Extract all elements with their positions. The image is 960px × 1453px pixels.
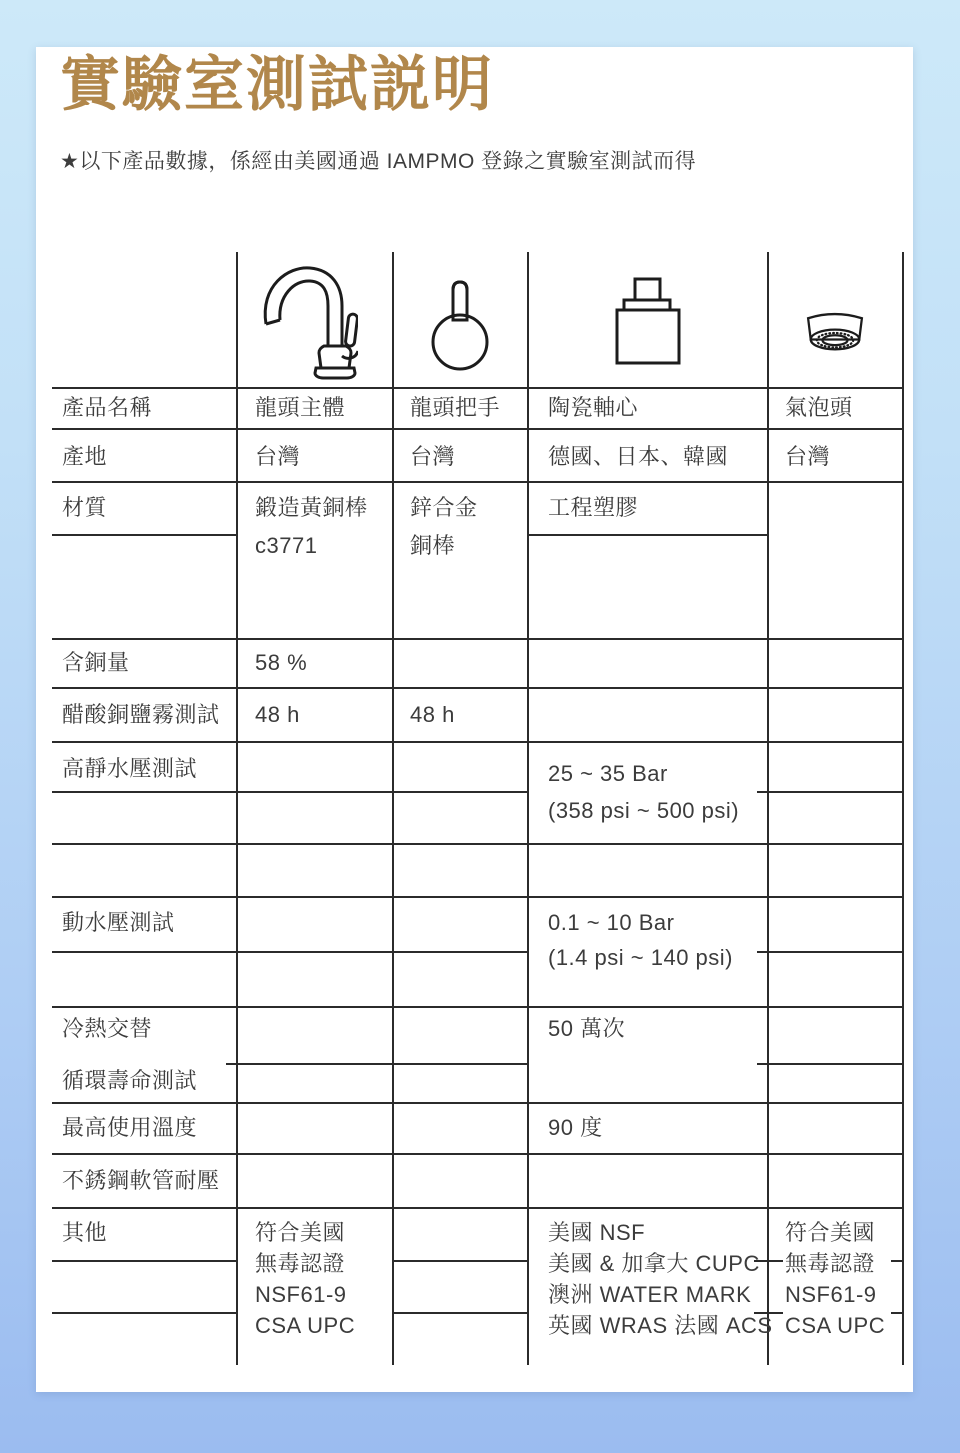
- cell-material-c3: 工程塑膠: [548, 495, 639, 520]
- cell-static-pressure-line1: 25 ~ 35 Bar: [548, 761, 668, 786]
- cell-max-temp-c3: 90 度: [548, 1115, 603, 1140]
- cell-dynamic-pressure-line2: (1.4 psi ~ 140 psi): [548, 945, 733, 970]
- row-label-hose-pressure: 不銹鋼軟管耐壓: [62, 1168, 220, 1193]
- cell-dynamic-pressure-line1: 0.1 ~ 10 Bar: [548, 910, 675, 935]
- cell-other-c4-line1: 符合美國: [785, 1220, 876, 1245]
- faucet-icon: [258, 260, 358, 382]
- cell-other-c3-line2: 美國 & 加拿大 CUPC: [548, 1251, 760, 1276]
- row-label-thermal-cycle-1: 冷熱交替: [62, 1016, 153, 1041]
- row-label-material: 材質: [62, 495, 108, 520]
- cell-product-name-c1: 龍頭主體: [255, 395, 346, 420]
- page-subtitle: ★以下產品數據，係經由美國通過 IAMPMO 登錄之實驗室測試而得: [60, 150, 697, 173]
- page-title: 實驗室測試説明: [60, 51, 494, 118]
- handle-icon: [428, 276, 492, 372]
- cell-copper-c1: 58 %: [255, 650, 308, 675]
- row-label-origin: 產地: [62, 444, 108, 469]
- cell-static-pressure-line2: (358 psi ~ 500 psi): [548, 798, 740, 823]
- cell-other-c3-line3: 澳洲 WATER MARK: [548, 1282, 752, 1307]
- cell-salt-spray-c1: 48 h: [255, 702, 300, 727]
- cell-other-c1-line4: CSA UPC: [255, 1313, 356, 1338]
- cell-material-c2-line2: 銅棒: [410, 533, 456, 558]
- cell-other-c1-line1: 符合美國: [255, 1220, 346, 1245]
- cell-other-c1-line2: 無毒認證: [255, 1251, 346, 1276]
- row-label-copper: 含銅量: [62, 650, 130, 675]
- aerator-icon: [799, 303, 871, 360]
- cell-material-c1-line1: 鍛造黃銅棒: [255, 495, 368, 520]
- cell-origin-c4: 台灣: [785, 444, 831, 469]
- cell-origin-c2: 台灣: [410, 444, 456, 469]
- cell-thermal-cycle-c3: 50 萬次: [548, 1016, 626, 1041]
- cell-product-name-c4: 氣泡頭: [785, 395, 853, 420]
- cartridge-icon: [615, 277, 681, 365]
- row-label-product-name: 產品名稱: [62, 395, 153, 420]
- cell-material-c2-line1: 鋅合金: [410, 495, 478, 520]
- row-label-thermal-cycle-2: 循環壽命測試: [62, 1068, 198, 1093]
- cell-origin-c1: 台灣: [255, 444, 301, 469]
- cell-other-c3-line4: 英國 WRAS 法國 ACS: [548, 1313, 773, 1338]
- row-label-max-temp: 最高使用溫度: [62, 1115, 198, 1140]
- cell-product-name-c2: 龍頭把手: [410, 395, 501, 420]
- row-label-static-pressure: 高靜水壓測試: [62, 756, 198, 781]
- row-label-dynamic-pressure: 動水壓測試: [62, 910, 175, 935]
- cell-other-c1-line3: NSF61-9: [255, 1282, 347, 1307]
- cell-other-c4-line4: CSA UPC: [785, 1313, 886, 1338]
- cell-salt-spray-c2: 48 h: [410, 702, 455, 727]
- cell-product-name-c3: 陶瓷軸心: [548, 395, 639, 420]
- cell-other-c3-line1: 美國 NSF: [548, 1220, 646, 1245]
- cell-other-c4-line3: NSF61-9: [785, 1282, 877, 1307]
- row-label-other: 其他: [62, 1220, 108, 1245]
- cell-material-c1-line2: c3771: [255, 533, 318, 558]
- row-label-salt-spray: 醋酸銅鹽霧測試: [62, 702, 220, 727]
- cell-other-c4-line2: 無毒認證: [785, 1251, 876, 1276]
- cell-origin-c3: 德國、日本、韓國: [548, 444, 729, 469]
